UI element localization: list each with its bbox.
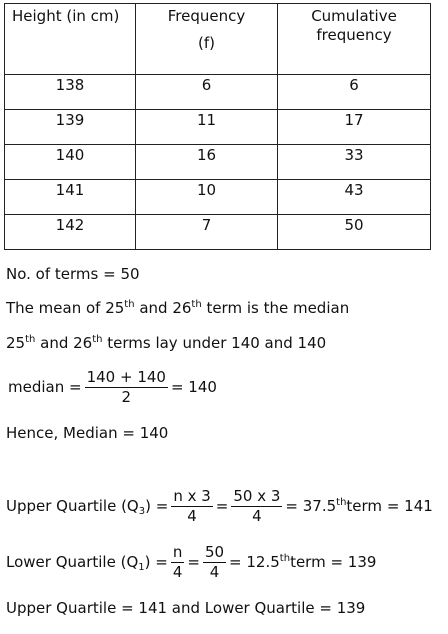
- cell-cumulative: 43: [278, 180, 431, 215]
- header-height: Height (in cm): [5, 4, 136, 75]
- lay-line: [6, 334, 326, 352]
- median-fraction: [85, 368, 168, 407]
- header-cumulative-line2: frequency: [316, 26, 392, 44]
- conclusion-line: Upper Quartile = 141 and Lower Quartile = 139: [6, 599, 366, 617]
- table-row: [5, 145, 431, 180]
- upper-fraction-1-numerator: n x 3: [173, 487, 211, 505]
- lower-quartile-equation: [6, 543, 376, 582]
- lower-fraction-1-denominator: 4: [172, 563, 183, 581]
- cell-frequency: 7: [136, 215, 278, 250]
- lower-fraction-1: [171, 543, 185, 582]
- lay-text-2: and 26: [35, 334, 93, 352]
- median-denominator: 2: [121, 388, 132, 406]
- mean-text-1: The mean of 25: [6, 299, 125, 317]
- median-numerator: 140 + 140: [86, 368, 166, 386]
- lower-equals-1: =: [187, 553, 200, 571]
- upper-fraction-2-numerator: 50 x 3: [233, 487, 281, 505]
- mean-line: [6, 299, 349, 317]
- header-frequency: [136, 4, 278, 75]
- mean-sup-2: th: [191, 299, 202, 310]
- lower-close: ) =: [144, 553, 168, 571]
- upper-subscript: 3: [138, 506, 146, 517]
- terms-line: No. of terms = 50: [6, 265, 140, 283]
- upper-superscript: th: [336, 497, 347, 508]
- upper-close: ) =: [145, 497, 169, 515]
- cell-height: 138: [5, 75, 136, 110]
- upper-tail: term = 141: [346, 497, 433, 515]
- upper-fraction-1-denominator: 4: [187, 507, 197, 525]
- upper-fraction-1: [171, 487, 212, 526]
- cell-frequency: 16: [136, 145, 278, 180]
- table-row: [5, 215, 431, 250]
- cell-height: 139: [5, 110, 136, 145]
- cell-cumulative: 17: [278, 110, 431, 145]
- cell-cumulative: 6: [278, 75, 431, 110]
- lay-text-1: 25: [6, 334, 26, 352]
- cell-cumulative: 50: [278, 215, 431, 250]
- upper-label: Upper Quartile (Q: [6, 497, 139, 515]
- lower-label: Lower Quartile (Q: [6, 553, 139, 571]
- mean-text-2: and 26: [134, 299, 192, 317]
- mean-text-3: term is the median: [201, 299, 350, 317]
- cell-frequency: 11: [136, 110, 278, 145]
- mean-sup-1: th: [124, 299, 135, 310]
- lower-superscript: th: [279, 553, 291, 564]
- median-result: = 140: [170, 378, 217, 396]
- lay-sup-2: th: [92, 334, 103, 345]
- cell-height: 140: [5, 145, 136, 180]
- cell-frequency: 6: [136, 75, 278, 110]
- header-frequency-symbol: (f): [198, 34, 215, 52]
- lower-fraction-2-numerator: 50: [204, 543, 225, 561]
- header-cumulative: [278, 4, 431, 75]
- upper-equals-1: =: [215, 497, 229, 515]
- median-label: median =: [8, 378, 82, 396]
- upper-quartile-equation: [6, 487, 433, 526]
- header-cumulative-line1: Cumulative: [311, 7, 397, 25]
- cell-height: 141: [5, 180, 136, 215]
- hence-line: Hence, Median = 140: [6, 424, 169, 442]
- header-frequency-label: Frequency: [167, 7, 246, 25]
- upper-fraction-2: [231, 487, 282, 526]
- lower-fraction-1-numerator: n: [171, 543, 185, 563]
- table-header-row: [5, 4, 431, 75]
- lay-sup-1: th: [25, 334, 36, 345]
- median-equation: [8, 368, 217, 407]
- lay-text-3: terms lay under 140 and 140: [102, 334, 327, 352]
- lower-subscript: 1: [138, 562, 145, 573]
- cell-cumulative: 33: [278, 145, 431, 180]
- lower-fraction-2: [203, 543, 226, 582]
- frequency-table: [4, 3, 431, 250]
- lower-tail: term = 139: [290, 553, 377, 571]
- table-row: [5, 180, 431, 215]
- upper-fraction-2-denominator: 4: [252, 507, 262, 525]
- table-row: [5, 75, 431, 110]
- upper-equals-2: = 37.5: [285, 497, 337, 515]
- cell-height: 142: [5, 215, 136, 250]
- cell-frequency: 10: [136, 180, 278, 215]
- lower-equals-2: = 12.5: [229, 553, 280, 571]
- lower-fraction-2-denominator: 4: [209, 563, 220, 581]
- table-row: [5, 110, 431, 145]
